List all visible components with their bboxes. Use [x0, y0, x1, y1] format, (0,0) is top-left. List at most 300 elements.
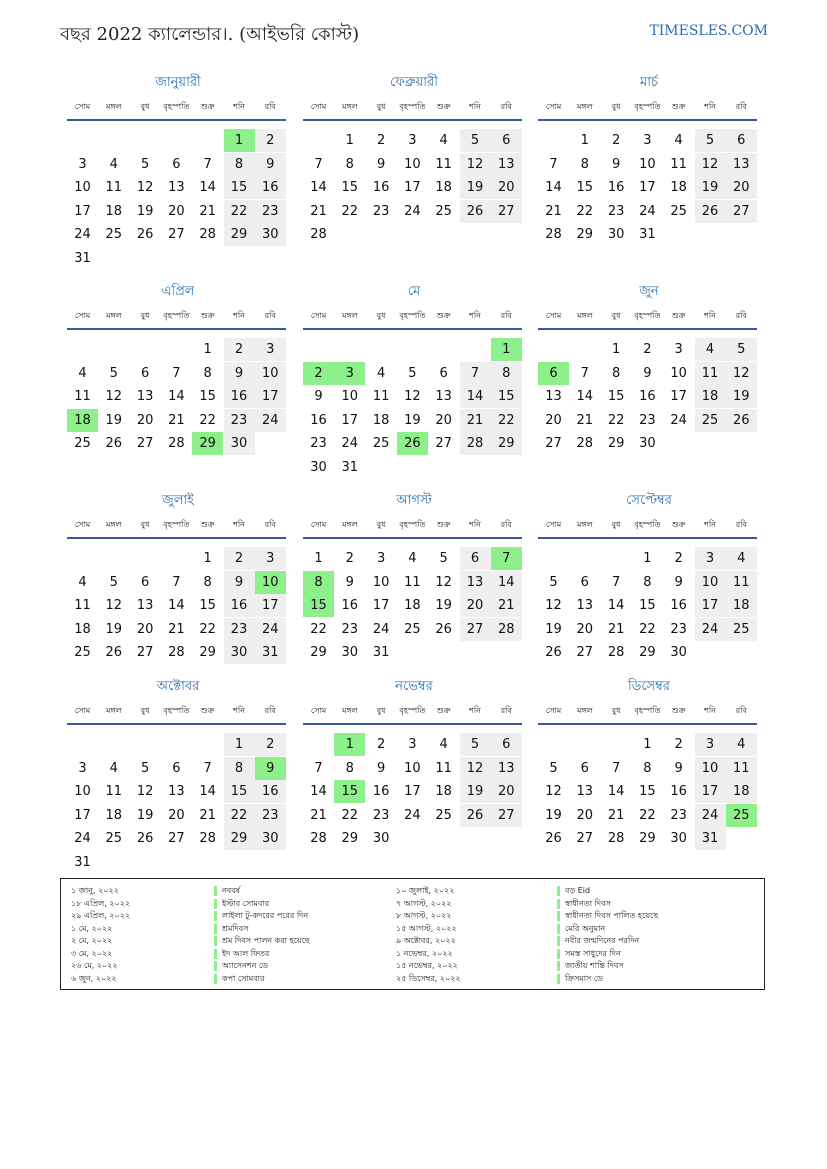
holiday-day-cell: 1	[334, 733, 365, 756]
weekday-label: সোম	[74, 102, 91, 111]
day-cell: 27	[168, 831, 185, 846]
weekday-label: শনি	[469, 102, 481, 111]
day-cell: 3	[408, 133, 417, 148]
day-cell: 13	[168, 180, 185, 195]
day-cell: 30	[255, 827, 286, 850]
day-cell: 11	[404, 574, 421, 590]
holiday-marker	[557, 974, 560, 984]
day-cell: 7	[172, 365, 181, 381]
day-cell: 26	[136, 831, 154, 846]
weekday-label: বৃহস্পতি	[399, 520, 426, 529]
day-cell: 7	[580, 365, 589, 381]
month-name: ডিসেম্বর	[628, 679, 670, 694]
weekday-label: শুক্র	[671, 706, 686, 715]
weekday-label: বৃহস্পতি	[634, 311, 661, 320]
weekday-label: শুক্র	[671, 520, 686, 529]
day-cell: 27	[435, 436, 452, 451]
day-cell: 2	[255, 733, 286, 756]
day-cell: 8	[580, 156, 589, 172]
day-cell: 15	[224, 780, 255, 803]
day-cell: 25	[74, 436, 91, 451]
day-cell: 2	[224, 338, 255, 361]
legend-date: ৮ আগস্ট, ২০২২	[396, 911, 452, 920]
day-cell: 11	[726, 757, 757, 780]
day-cell: 25	[372, 436, 390, 451]
holiday-marker	[557, 911, 560, 921]
day-cell: 22	[310, 621, 327, 637]
weekday-label: বৃহস্পতি	[399, 311, 426, 320]
legend-date: ১ মে, ২০২২	[71, 923, 113, 933]
day-cell: 23	[255, 804, 286, 827]
day-cell: 17	[74, 203, 91, 219]
day-cell: 12	[726, 362, 757, 385]
day-cell: 23	[670, 621, 687, 637]
holiday-day-cell: 7	[491, 547, 522, 570]
day-cell: 22	[607, 412, 625, 428]
day-cell: 16	[607, 180, 625, 195]
day-cell: 7	[611, 760, 621, 776]
day-cell: 24	[670, 412, 687, 428]
day-cell: 11	[105, 180, 123, 195]
day-cell: 1	[580, 133, 589, 148]
day-cell: 8	[203, 574, 212, 590]
day-cell: 25	[435, 203, 452, 219]
day-cell: 29	[607, 436, 625, 451]
day-cell: 23	[255, 200, 286, 223]
weekday-label: শনি	[469, 706, 481, 715]
weekday-label: রবি	[500, 311, 512, 320]
day-cell: 1	[643, 551, 652, 566]
day-cell: 6	[140, 574, 150, 590]
weekday-label: মঙ্গল	[341, 102, 358, 111]
weekday-label: মঙ্গল	[576, 706, 593, 715]
weekday-label: বুধ	[140, 520, 150, 529]
weekday-label: বুধ	[611, 102, 621, 111]
day-cell: 5	[408, 365, 417, 381]
day-cell: 3	[643, 133, 652, 148]
weekday-label: বুধ	[376, 706, 386, 715]
day-cell: 24	[255, 409, 286, 432]
weekday-label: বৃহস্পতি	[634, 520, 661, 529]
legend-date: ২৫ ডিসেম্বর, ২০২২	[396, 973, 461, 983]
day-cell: 26	[695, 200, 726, 223]
legend-date: ১ জানু, ২০২২	[71, 886, 119, 895]
day-cell: 30	[310, 459, 327, 475]
day-cell: 13	[136, 598, 154, 613]
day-cell: 7	[203, 760, 212, 776]
day-cell: 28	[310, 831, 327, 846]
day-cell: 18	[435, 784, 452, 799]
day-cell: 4	[376, 365, 386, 381]
legend-holiday-name: জাতীয় শান্তি দিবস	[565, 961, 624, 970]
day-cell: 12	[695, 153, 726, 176]
day-cell: 17	[341, 412, 359, 428]
weekday-label: সোম	[310, 311, 327, 320]
brand-link[interactable]: TIMESLES.COM	[649, 23, 768, 39]
day-cell: 3	[255, 547, 286, 570]
weekday-label: শুক্র	[436, 706, 451, 715]
day-cell: 12	[136, 784, 154, 799]
day-cell: 28	[576, 436, 594, 451]
header-divider	[67, 537, 286, 539]
day-cell: 3	[695, 733, 726, 756]
day-cell: 27	[726, 200, 757, 223]
day-cell: 14	[168, 389, 185, 404]
holiday-marker	[557, 886, 560, 896]
day-cell: 19	[136, 203, 154, 219]
day-cell: 24	[341, 436, 359, 451]
day-cell: 16	[670, 784, 687, 799]
day-cell: 6	[439, 365, 448, 381]
header-divider	[303, 537, 522, 539]
day-cell: 16	[372, 784, 390, 799]
weekday-label: বুধ	[140, 706, 150, 715]
legend-holiday-name: ইদ আল ফিতর	[222, 948, 270, 958]
day-cell: 28	[199, 831, 216, 846]
day-cell: 29	[491, 432, 522, 455]
day-cell: 1	[314, 551, 323, 566]
day-cell: 25	[105, 227, 123, 242]
day-cell: 20	[136, 412, 154, 428]
holiday-day-cell: 1	[224, 129, 255, 152]
day-cell: 8	[345, 156, 354, 172]
day-cell: 16	[670, 598, 687, 613]
holiday-marker	[557, 924, 560, 934]
day-cell: 12	[545, 598, 562, 613]
day-cell: 27	[491, 804, 522, 827]
weekday-label: রবি	[264, 706, 276, 715]
day-cell: 26	[460, 804, 491, 827]
day-cell: 7	[460, 362, 491, 385]
legend-holiday-name: স্বাধীনতা দিবস	[565, 898, 611, 908]
header-divider	[67, 723, 286, 725]
day-cell: 8	[224, 757, 255, 780]
holiday-marker	[214, 924, 217, 934]
day-cell: 8	[224, 153, 255, 176]
day-cell: 5	[549, 574, 558, 590]
weekday-label: সোম	[545, 706, 562, 715]
legend-holiday-name: বড় Eid	[565, 886, 591, 895]
day-cell: 11	[74, 598, 91, 613]
day-cell: 20	[726, 176, 757, 199]
day-cell: 24	[372, 621, 390, 637]
day-cell: 21	[168, 412, 185, 428]
legend-date: ১৫ আগস্ট, ২০২২	[396, 923, 457, 933]
day-cell: 11	[726, 571, 757, 594]
day-cell: 24	[404, 807, 421, 823]
header-divider	[538, 723, 757, 725]
day-cell: 10	[255, 362, 286, 385]
day-cell: 11	[372, 389, 390, 404]
day-cell: 18	[435, 180, 452, 195]
day-cell: 15	[639, 598, 656, 613]
day-cell: 5	[109, 365, 118, 381]
day-cell: 1	[611, 342, 621, 357]
day-cell: 7	[314, 156, 323, 172]
day-cell: 8	[643, 574, 652, 590]
weekday-label: বুধ	[376, 102, 386, 111]
day-cell: 17	[74, 807, 91, 823]
weekday-label: মঙ্গল	[105, 520, 122, 529]
day-cell: 23	[224, 618, 255, 641]
day-cell: 31	[255, 641, 286, 664]
legend-holiday-name: কপা সোমবার	[222, 973, 265, 983]
day-cell: 22	[576, 203, 594, 219]
day-cell: 6	[580, 760, 589, 776]
weekday-label: বৃহস্পতি	[634, 706, 661, 715]
day-cell: 18	[105, 203, 123, 219]
weekday-label: মঙ্গল	[105, 102, 122, 111]
legend-date: ৬ জুন, ২০২২	[71, 973, 117, 983]
weekday-label: বুধ	[376, 520, 386, 529]
day-cell: 7	[549, 156, 558, 172]
holiday-day-cell: 15	[303, 594, 334, 617]
day-cell: 3	[376, 551, 386, 566]
day-cell: 23	[639, 412, 656, 428]
weekday-label: শুক্র	[200, 706, 215, 715]
day-cell: 6	[491, 733, 522, 756]
day-cell: 14	[607, 598, 625, 613]
day-cell: 14	[310, 784, 327, 799]
day-cell: 5	[549, 760, 558, 776]
day-cell: 18	[670, 180, 687, 195]
legend-holiday-name: শ্রম দিবস পালন করা হয়েছে	[222, 936, 310, 945]
weekday-label: শনি	[233, 520, 245, 529]
day-cell: 11	[435, 760, 452, 776]
weekday-label: বৃহস্পতি	[634, 102, 661, 111]
legend-date: ১৫ নভেম্বর, ২০২২	[396, 961, 458, 970]
legend-date: ২৬ মে, ২০২২	[71, 961, 118, 970]
day-cell: 23	[670, 807, 687, 823]
holiday-marker	[214, 886, 217, 896]
day-cell: 21	[310, 807, 327, 823]
day-cell: 2	[255, 129, 286, 152]
day-cell: 3	[78, 760, 87, 776]
day-cell: 1	[203, 551, 212, 566]
day-cell: 5	[109, 574, 118, 590]
day-cell: 19	[726, 385, 757, 408]
day-cell: 20	[576, 807, 594, 823]
day-cell: 12	[545, 784, 562, 799]
day-cell: 30	[372, 831, 390, 846]
day-cell: 27	[136, 645, 154, 660]
day-cell: 17	[695, 780, 726, 803]
holiday-marker	[557, 949, 560, 959]
legend-holiday-name: ক্রিসমাস ডে	[565, 973, 603, 983]
weekday-label: শনি	[233, 706, 245, 715]
month-name: নভেম্বর	[395, 679, 433, 694]
weekday-label: মঙ্গল	[341, 706, 358, 715]
day-cell: 30	[670, 645, 687, 660]
day-cell: 21	[491, 594, 522, 617]
day-cell: 29	[639, 831, 656, 846]
day-cell: 10	[74, 180, 91, 195]
day-cell: 19	[545, 621, 562, 637]
weekday-label: রবি	[264, 520, 276, 529]
day-cell: 22	[224, 804, 255, 827]
day-cell: 20	[491, 176, 522, 199]
day-cell: 3	[695, 547, 726, 570]
day-cell: 20	[168, 203, 185, 219]
page-title: বছর 2022 ক্যালেন্ডার।. (আইভরি কোস্ট)	[60, 24, 360, 45]
holiday-day-cell: 6	[538, 362, 569, 385]
month-name: ফেব্রুয়ারী	[390, 75, 438, 90]
weekday-label: শনি	[233, 102, 245, 111]
day-cell: 4	[78, 574, 87, 590]
day-cell: 16	[224, 594, 255, 617]
day-cell: 17	[404, 784, 421, 799]
day-cell: 9	[674, 760, 683, 776]
day-cell: 29	[639, 645, 656, 660]
header-divider	[67, 119, 286, 121]
weekday-label: রবি	[500, 520, 512, 529]
day-cell: 9	[314, 389, 323, 404]
day-cell: 15	[639, 784, 656, 799]
day-cell: 16	[639, 389, 656, 404]
day-cell: 1	[643, 737, 652, 752]
day-cell: 6	[491, 129, 522, 152]
holiday-day-cell: 18	[67, 409, 98, 432]
day-cell: 9	[674, 574, 683, 590]
day-cell: 1	[345, 133, 354, 148]
holiday-marker	[557, 899, 560, 909]
day-cell: 26	[105, 436, 123, 451]
day-cell: 30	[224, 641, 255, 664]
day-cell: 13	[576, 598, 594, 613]
day-cell: 29	[199, 645, 216, 660]
day-cell: 26	[105, 645, 123, 660]
holiday-marker	[557, 936, 560, 946]
weekday-label: শুক্র	[436, 311, 451, 320]
day-cell: 20	[136, 621, 154, 637]
header-divider	[303, 328, 522, 330]
day-cell: 22	[199, 412, 216, 428]
day-cell: 12	[460, 153, 491, 176]
day-cell: 14	[310, 180, 327, 195]
holiday-marker	[214, 936, 217, 946]
day-cell: 8	[345, 760, 354, 776]
weekday-label: মঙ্গল	[576, 520, 593, 529]
day-cell: 4	[695, 338, 726, 361]
weekday-label: রবি	[735, 102, 747, 111]
day-cell: 2	[611, 133, 621, 148]
day-cell: 4	[109, 156, 118, 172]
header-divider	[303, 723, 522, 725]
weekday-label: শুক্র	[200, 520, 215, 529]
day-cell: 23	[607, 203, 625, 219]
month-name: মে	[407, 284, 421, 299]
day-cell: 10	[372, 574, 390, 590]
day-cell: 7	[611, 574, 621, 590]
day-cell: 27	[460, 618, 491, 641]
weekday-label: রবি	[500, 706, 512, 715]
weekday-label: মঙ্গল	[576, 102, 593, 111]
day-cell: 31	[372, 645, 390, 660]
holiday-day-cell: 26	[397, 432, 428, 455]
day-cell: 15	[341, 180, 359, 195]
day-cell: 9	[376, 156, 386, 172]
day-cell: 14	[607, 784, 625, 799]
day-cell: 13	[726, 153, 757, 176]
day-cell: 3	[78, 156, 87, 172]
day-cell: 5	[439, 551, 448, 566]
day-cell: 18	[372, 412, 390, 428]
day-cell: 7	[172, 574, 181, 590]
header-divider	[538, 119, 757, 121]
day-cell: 17	[695, 594, 726, 617]
day-cell: 19	[105, 412, 123, 428]
legend-holiday-name: লাইলা টু-কদরের পরের দিন	[222, 911, 309, 920]
day-cell: 11	[74, 389, 91, 404]
day-cell: 30	[341, 645, 359, 660]
day-cell: 11	[670, 156, 687, 172]
day-cell: 21	[310, 203, 327, 219]
day-cell: 22	[341, 203, 359, 219]
day-cell: 13	[491, 153, 522, 176]
weekday-label: শনি	[469, 311, 481, 320]
day-cell: 14	[545, 180, 562, 195]
day-cell: 26	[460, 200, 491, 223]
day-cell: 1	[224, 733, 255, 756]
day-cell: 27	[168, 227, 185, 242]
month-name: জুলাই	[162, 493, 194, 508]
day-cell: 27	[576, 645, 594, 660]
legend-holiday-name: শ্রমদিবস	[222, 923, 249, 933]
day-cell: 3	[255, 338, 286, 361]
day-cell: 24	[695, 804, 726, 827]
day-cell: 18	[105, 807, 123, 823]
month-name: আগস্ট	[396, 493, 432, 508]
day-cell: 9	[255, 153, 286, 176]
day-cell: 31	[74, 250, 91, 266]
day-cell: 31	[695, 827, 726, 850]
weekday-label: সোম	[545, 311, 562, 320]
day-cell: 4	[439, 737, 448, 752]
day-cell: 25	[695, 409, 726, 432]
holiday-marker	[214, 961, 217, 971]
day-cell: 20	[545, 412, 562, 428]
legend-holiday-name: অ্যাসেনশন ডে	[222, 961, 269, 970]
day-cell: 19	[404, 412, 421, 428]
day-cell: 14	[491, 571, 522, 594]
day-cell: 6	[172, 156, 181, 172]
day-cell: 15	[199, 389, 216, 404]
day-cell: 23	[310, 436, 327, 451]
day-cell: 4	[408, 551, 417, 566]
day-cell: 19	[136, 807, 154, 823]
day-cell: 4	[674, 133, 683, 148]
header-divider	[538, 328, 757, 330]
weekday-label: রবি	[264, 311, 276, 320]
weekday-label: শুক্র	[436, 520, 451, 529]
day-cell: 5	[726, 338, 757, 361]
weekday-label: বুধ	[611, 520, 621, 529]
day-cell: 10	[341, 389, 359, 404]
day-cell: 19	[545, 807, 562, 823]
day-cell: 13	[136, 389, 154, 404]
holiday-day-cell: 1	[491, 338, 522, 361]
day-cell: 24	[74, 831, 91, 846]
day-cell: 22	[491, 409, 522, 432]
weekday-label: বুধ	[140, 311, 150, 320]
day-cell: 9	[643, 365, 652, 381]
legend-date: ৭ আগস্ট, ২০২২	[396, 898, 452, 908]
weekday-label: মঙ্গল	[105, 311, 122, 320]
weekday-label: শনি	[704, 706, 716, 715]
weekday-label: শুক্র	[671, 102, 686, 111]
legend-holiday-name: নববর্ষ	[222, 886, 241, 895]
day-cell: 10	[670, 365, 687, 381]
